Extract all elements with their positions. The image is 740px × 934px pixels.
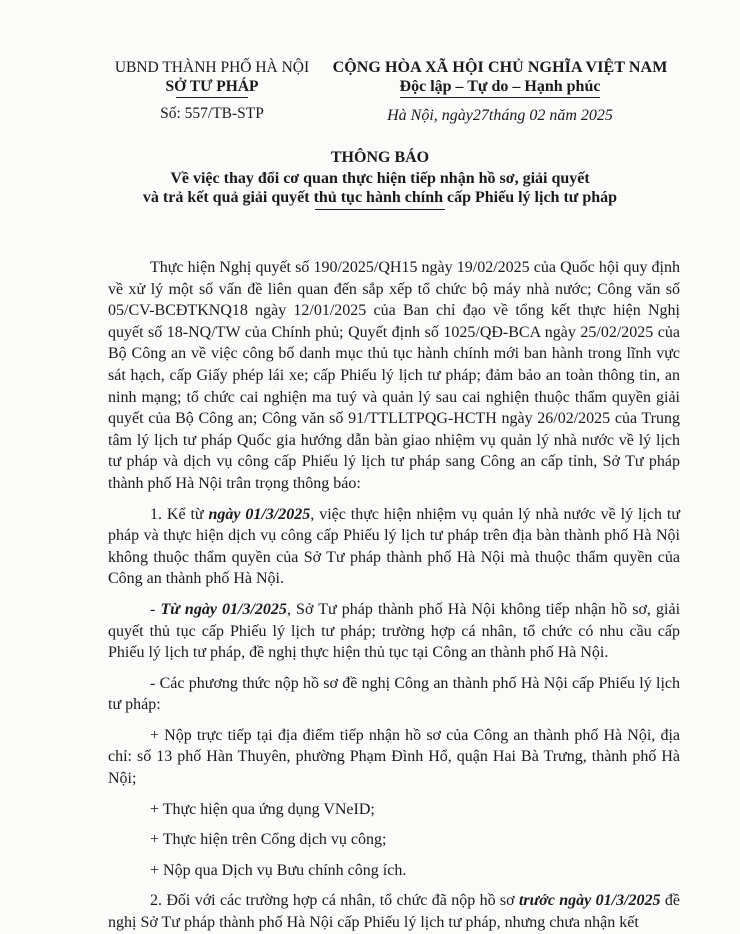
method-public-service-portal: + Thực hiện trên Cổng dịch vụ công;: [150, 831, 387, 849]
paragraph-1-prefix: 1. Kể từ: [150, 505, 209, 523]
paragraph-2-date: Từ ngày 01/3/2025: [160, 600, 287, 618]
national-header: [322, 58, 678, 125]
paragraph-4-prefix: 2. Đối với các trường hợp cá nhân, tổ chức đã nộp hồ sơ: [150, 892, 519, 910]
intro-paragraph: Thực hiện Nghị quyết số 190/2025/QH15 ngày 19/02/2025 của Quốc hội quy định về xử lý một số vấn đề liên quan đến sắp xếp tổ chức bộ máy nhà nước; Công văn số 05/CV-BCĐTKNQ18 ngày 12/01/2025 của Ban chỉ đạo về tổng kết thực hiện Nghị quyết số 18-NQ/TW của Chính phủ; Quyết định số 1025/QĐ-BCA ngày 25/02/2025 của Bộ Công an về việc công bố danh mục thủ tục hành chính mới ban hành trong lĩnh vực sát hạch, cấp Giấy phép lái xe; cấp Phiếu lý lịch tư pháp; đảm bảo an toàn thông tin, an ninh mạng; tổ chức cai nghiện ma tuý và quản lý sau cai nghiện thuộc thẩm quyền giải quyết của Bộ Công an; Công văn số 91/TTLLTPQG-HCTH ngày 26/02/2025 của Trung tâm lý lịch tư pháp Quốc gia hướng dẫn bàn giao nhiệm vụ quản lý nhà nước về lý lịch tư pháp và dịch vụ công cấp Phiếu lý lịch tư pháp sang Công an cấp tỉnh, Sở Tư pháp thành phố Hà Nội trân trọng thông báo:: [108, 259, 680, 492]
document-date: Hà Nội, ngày27tháng 02 năm 2025: [387, 107, 613, 124]
paragraph-4-date: trước ngày 01/3/2025: [518, 892, 661, 910]
agency-name: SỞ TƯ PHÁP: [165, 78, 259, 95]
agency-parent: UBND THÀNH PHỐ HÀ NỘI: [114, 59, 310, 76]
document-number: Số: 557/TB-STP: [160, 105, 264, 122]
nation-title: CỘNG HÒA XÃ HỘI CHỦ NGHĨA VIỆT NAM: [332, 59, 668, 76]
agency-header: [112, 58, 312, 123]
paragraph-4: [108, 890, 680, 933]
document-title-block: [100, 148, 660, 210]
paragraph-1-text: , việc thực hiện nhiệm vụ quản lý nhà nước về lý lịch tư pháp và thực hiện dịch vụ công cấp Phiếu lý lịch tư pháp trên địa bàn thành phố Hà Nội không thuộc thẩm quyền của Sở Tư pháp thành phố Hà Nội mà thuộc thẩm quyền của Công an thành phố Hà Nội.: [108, 505, 680, 588]
agency-underline: [176, 97, 248, 98]
document-subject-line-1: Về việc thay đổi cơ quan thực hiện tiếp nhận hồ sơ, giải quyết: [170, 170, 590, 187]
paragraph-3: - Các phương thức nộp hồ sơ đề nghị Công an thành phố Hà Nội cấp Phiếu lý lịch tư pháp:: [108, 674, 680, 714]
document-title: THÔNG BÁO: [330, 149, 430, 166]
method-vneid: + Thực hiện qua ứng dụng VNeID;: [150, 800, 375, 818]
paragraph-4-text: đề nghị Sở Tư pháp thành phố Hà Nội cấp Phiếu lý lịch tư pháp, nhưng chưa nhận kết: [108, 892, 681, 932]
document-body: [108, 257, 680, 934]
method-postal: + Nộp qua Dịch vụ Bưu chính công ích.: [150, 861, 407, 879]
method-in-person: + Nộp trực tiếp tại địa điểm tiếp nhận hồ sơ của Công an thành phố Hà Nội, địa chỉ: số 13 phố Hàn Thuyên, phường Phạm Đình Hổ, quận Hai Bà Trưng, thành phố Hà Nội;: [108, 726, 680, 788]
paragraph-1: [108, 504, 680, 590]
paragraph-2-prefix: -: [150, 600, 161, 618]
document-subject-line-2: và trả kết quả giải quyết thủ tục hành chính cấp Phiếu lý lịch tư pháp: [142, 189, 618, 206]
paragraph-1-date: ngày 01/3/2025: [208, 505, 311, 523]
national-motto: Độc lập – Tự do – Hạnh phúc: [400, 77, 601, 98]
paragraph-2: [108, 599, 680, 664]
title-underline: [315, 209, 445, 210]
paragraph-2-text: , Sở Tư pháp thành phố Hà Nội không tiếp nhận hồ sơ, giải quyết thủ tục cấp Phiếu lý lịch tư pháp; trường hợp cá nhân, tổ chức có nhu cầu cấp Phiếu lý lịch tư pháp, đề nghị thực hiện thủ tục tại Công an thành phố Hà Nội.: [108, 600, 681, 662]
